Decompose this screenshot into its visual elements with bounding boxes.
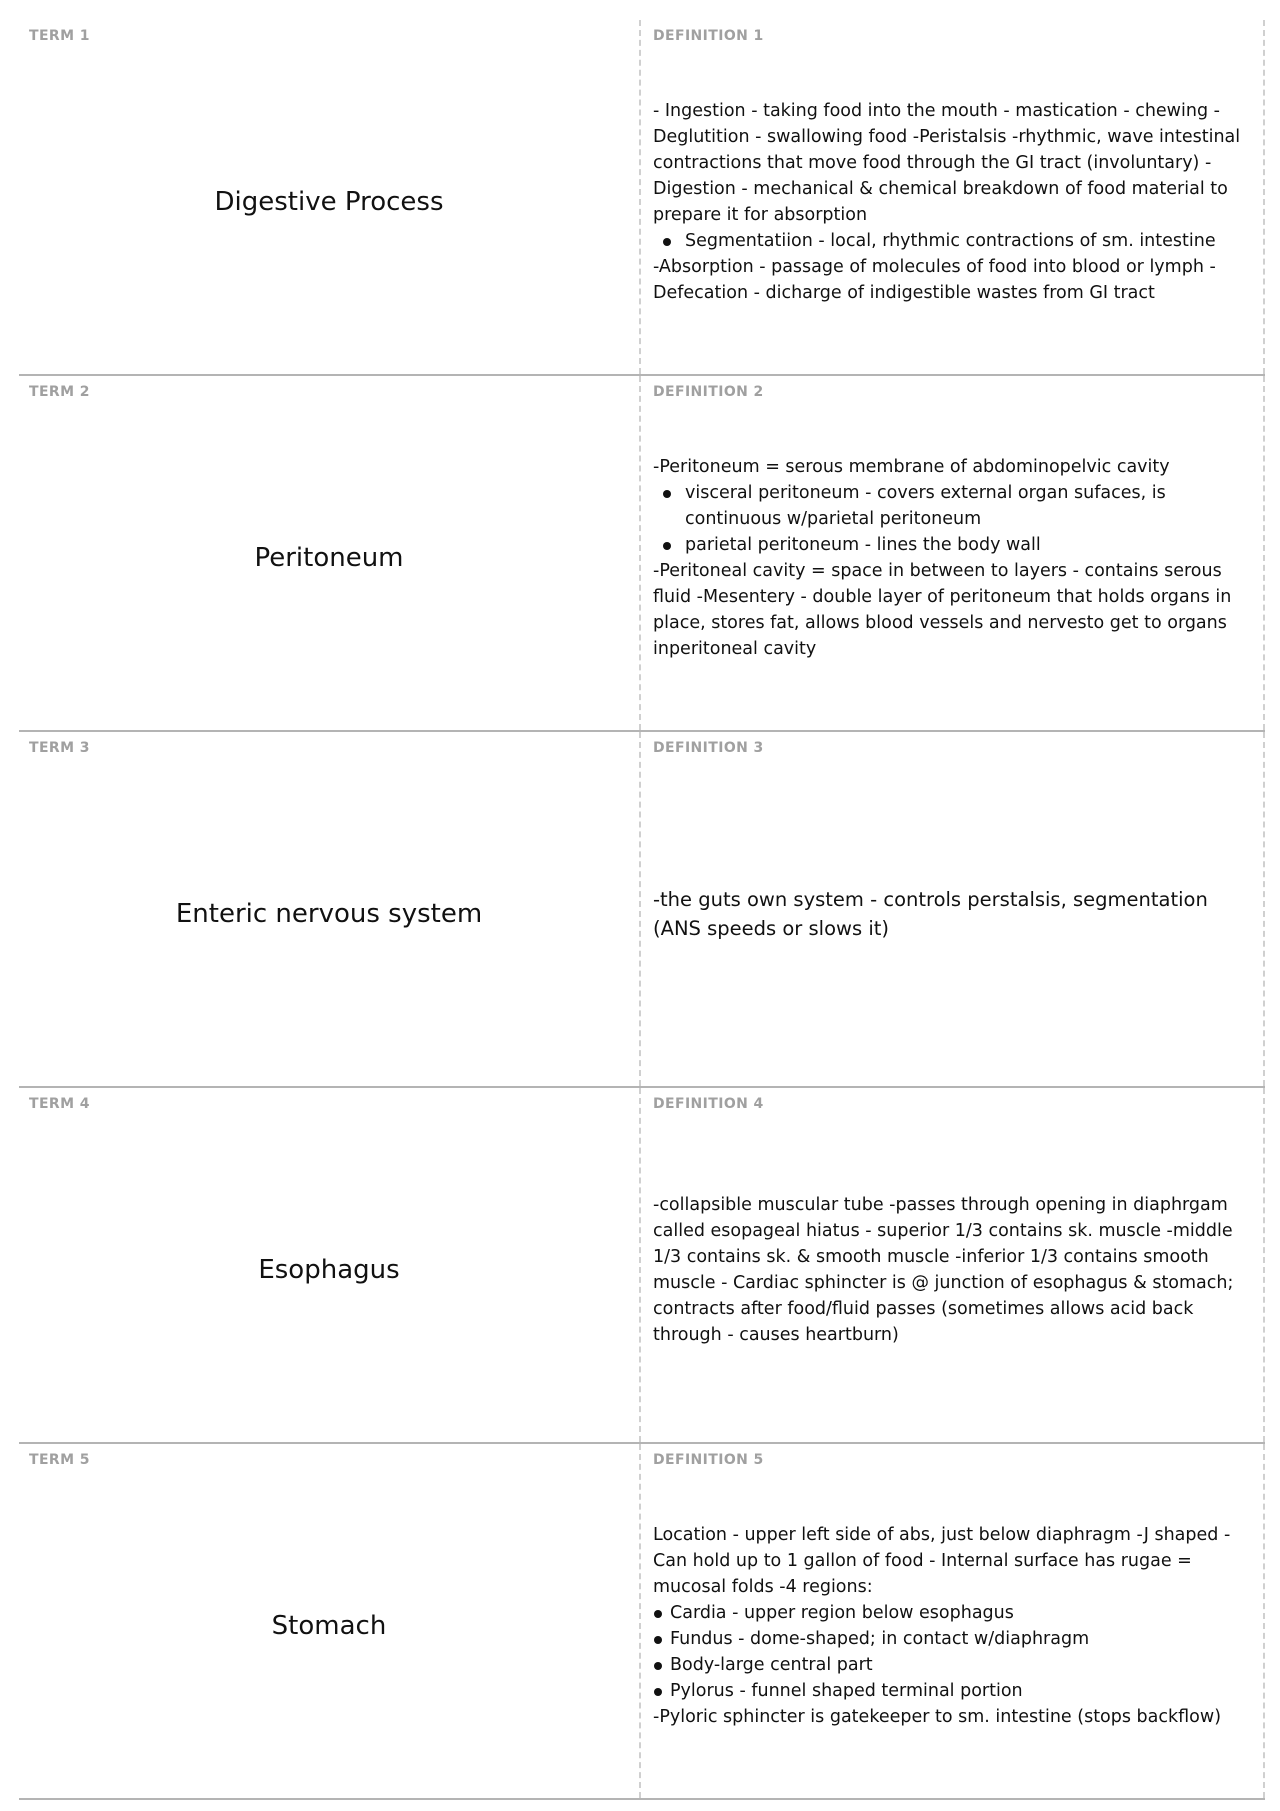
definition-body-2: [653, 376, 1253, 730]
definition-body-1: [653, 20, 1253, 374]
definition-outro-5: -Pyloric sphincter is gatekeeper to sm. intestine (stops backflow): [653, 1707, 1222, 1727]
term-label-5: TERM 5: [29, 1452, 90, 1468]
definition-bullets-5: [653, 1600, 1253, 1704]
flashcard-4: [19, 1088, 1265, 1444]
definition-bullet: parietal peritoneum - lines the body wall: [653, 532, 1253, 558]
term-cell-4: [19, 1088, 641, 1442]
term-cell-3: [19, 732, 641, 1086]
definition-intro-5: Location - upper left side of abs, just below diaphragm -J shaped - Can hold up to 1 gallon of food - Internal surface has rugae = mucosal folds -4 regions:: [653, 1525, 1231, 1597]
flashcard-5: [19, 1444, 1265, 1800]
definition-cell-2: [643, 376, 1265, 730]
definition-text-4: -collapsible muscular tube -passes through opening in diaphrgam called esopageal hiatus - superior 1/3 contains sk. muscle -middle 1/3 contains sk. & smooth muscle -inferior 1/3 contains smooth muscle - Cardiac sphincter is @ junction of esophagus & stomach; contracts after food/fluid passes (sometimes allows acid back through - causes heartburn): [653, 1195, 1234, 1345]
definition-body-4: [653, 1088, 1253, 1442]
term-text-1: Digestive Process: [214, 187, 444, 217]
term-text-4: Esophagus: [258, 1255, 400, 1285]
term-label-1: TERM 1: [29, 28, 90, 44]
definition-cell-3: [643, 732, 1265, 1086]
definition-bullets-2: [653, 480, 1253, 558]
definition-bullet: visceral peritoneum - covers external organ sufaces, is continuous w/parietal peritoneum: [653, 480, 1253, 532]
definition-intro-2: -Peritoneum = serous membrane of abdominopelvic cavity: [653, 457, 1170, 477]
definition-bullets-1: [653, 228, 1253, 254]
term-text-5: Stomach: [271, 1611, 387, 1641]
definition-body-3: [653, 732, 1253, 1086]
term-cell-1: [19, 20, 641, 374]
definition-cell-4: [643, 1088, 1265, 1442]
definition-bullet: Pylorus - funnel shaped terminal portion: [653, 1678, 1253, 1704]
term-label-2: TERM 2: [29, 384, 90, 400]
definition-outro-2: -Peritoneal cavity = space in between to layers - contains serous fluid -Mesentery - double layer of peritoneum that holds organs in place, stores fat, allows blood vessels and nervesto get to organs inperitoneal cavity: [653, 561, 1232, 659]
term-label-4: TERM 4: [29, 1096, 90, 1112]
definition-intro-1: - Ingestion - taking food into the mouth - mastication - chewing - Deglutition - swallowing food -Peristalsis -rhythmic, wave intestinal contractions that move food through the GI tract (involuntary) - Digestion - mechanical & chemical breakdown of food material to prepare it for absorption: [653, 101, 1241, 225]
definition-outro-1: -Absorption - passage of molecules of food into blood or lymph - Defecation - dicharge of indigestible wastes from GI tract: [653, 257, 1216, 303]
term-label-3: TERM 3: [29, 740, 90, 756]
definition-label-3: DEFINITION 3: [653, 740, 764, 756]
definition-cell-1: [643, 20, 1265, 374]
definition-bullet: Body-large central part: [653, 1652, 1253, 1678]
term-cell-2: [19, 376, 641, 730]
definition-label-5: DEFINITION 5: [653, 1452, 764, 1468]
definition-text-3: -the guts own system - controls perstalsis, segmentation (ANS speeds or slows it): [653, 888, 1208, 940]
flashcard-3: [19, 732, 1265, 1088]
definition-bullet: Fundus - dome-shaped; in contact w/diaphragm: [653, 1626, 1253, 1652]
flashcard-sheet: [19, 20, 1265, 1800]
term-text-2: Peritoneum: [254, 543, 404, 573]
definition-cell-5: [643, 1444, 1265, 1798]
flashcard-2: [19, 376, 1265, 732]
definition-bullet: Cardia - upper region below esophagus: [653, 1600, 1253, 1626]
flashcard-1: [19, 20, 1265, 376]
definition-body-5: [653, 1444, 1253, 1798]
term-text-3: Enteric nervous system: [175, 899, 483, 929]
term-cell-5: [19, 1444, 641, 1798]
definition-bullet: Segmentatiion - local, rhythmic contractions of sm. intestine: [653, 228, 1253, 254]
definition-label-2: DEFINITION 2: [653, 384, 764, 400]
definition-label-4: DEFINITION 4: [653, 1096, 764, 1112]
definition-label-1: DEFINITION 1: [653, 28, 764, 44]
